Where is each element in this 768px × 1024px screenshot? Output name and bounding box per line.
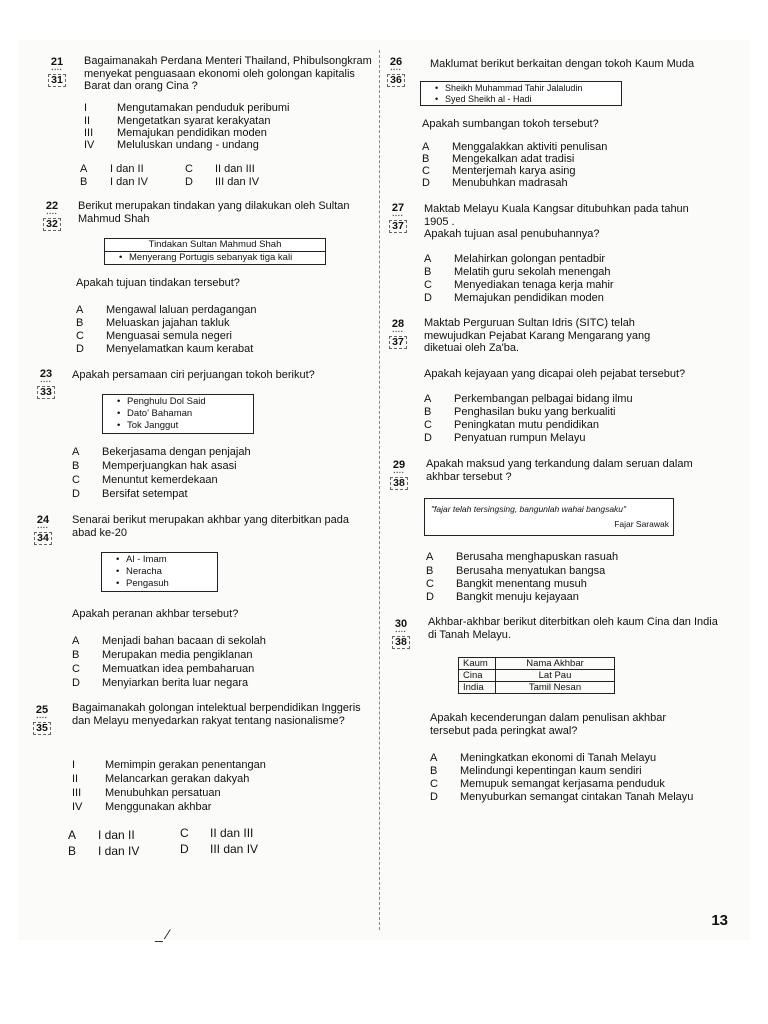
option-D[interactable]: D Menyiarkan berita luar negara (72, 677, 249, 689)
statement-row: II Melancarkan gerakan dakyah (72, 773, 250, 785)
option-D[interactable]: D Bersifat setempat (72, 488, 188, 500)
option-C[interactable]: C Memuatkan idea pembaharuan (72, 663, 255, 675)
statement-row: III Memajukan pendidikan moden (84, 127, 267, 139)
option-A[interactable]: A I dan II (68, 828, 135, 842)
option-D[interactable]: D III dan IV (180, 842, 259, 856)
option-B[interactable]: B Memperjuangkan hak asasi (72, 460, 237, 472)
marking-stamp: ▪▪▪▪ (392, 329, 404, 335)
option-B[interactable]: B Mengekalkan adat tradisi (422, 153, 575, 165)
question-stem: Berikut merupakan tindakan yang dilakukan oleh Sultan Mahmud Shah (78, 200, 350, 225)
page-number: 13 (711, 912, 728, 929)
marking-stamp: ▪▪▪▪ (37, 525, 49, 531)
box-item: • Neracha (126, 566, 217, 578)
option-D[interactable]: D III dan IV (185, 176, 260, 188)
option-A[interactable]: A Menjadi bahan bacaan di sekolah (72, 635, 266, 647)
marking-stamp: ▪▪▪▪ (46, 211, 58, 217)
question-number: 21 (50, 56, 64, 68)
marking-stamp: ▪▪▪▪ (393, 470, 405, 476)
box-item: • Syed Sheikh al - Hadi (445, 94, 621, 105)
option-B[interactable]: B Melindungi kepentingan kaum sendiri (430, 765, 642, 777)
question-prompt: Apakah tujuan asal penubuhannya? (424, 228, 600, 240)
option-B[interactable]: B Melatih guru sekolah menengah (424, 266, 611, 278)
table-row (459, 670, 615, 682)
option-C[interactable]: C Memupuk semangat kerjasama penduduk (430, 778, 665, 790)
question-number-26: 26 ▪▪▪▪ 36 (381, 57, 411, 87)
option-A[interactable]: A I dan II (80, 163, 144, 175)
option-C[interactable]: C Peningkatan mutu pendidikan (424, 419, 599, 431)
option-A[interactable]: A Meningkatkan ekonomi di Tanah Melayu (430, 752, 657, 764)
question-stem: Maktab Melayu Kuala Kangsar ditubuhkan pada tahun 1905 . (424, 203, 689, 228)
marking-stamp: ▪▪▪▪ (395, 629, 407, 635)
box-item: • Penghulu Dol Said (127, 396, 253, 408)
question-number-22: 22 ▪▪▪▪ 32 (37, 201, 67, 231)
option-D[interactable]: D Memajukan pendidikan moden (424, 292, 604, 304)
question-stem: Bagaimanakah Perdana Menteri Thailand, Phibulsongkram menyekat penguasaan ekonomi oleh golongan kapitalis Barat dan orang Cina ? (84, 55, 372, 92)
option-A[interactable]: A Mengawal laluan perdagangan (76, 304, 257, 316)
option-B[interactable]: B I dan IV (80, 176, 148, 188)
option-C[interactable]: C Menterjemah karya asing (422, 165, 576, 177)
column-divider (379, 50, 380, 930)
question-stem: Senarai berikut merupakan akhbar yang diterbitkan pada abad ke-20 (72, 514, 350, 539)
question-stem: Maklumat berikut berkaitan dengan tokoh Kaum Muda (430, 58, 695, 70)
action-box (104, 238, 326, 265)
question-number-25: 25 ▪▪▪▪ 35 (27, 705, 57, 735)
figures-box (420, 81, 622, 106)
question-code: 31 (48, 74, 66, 87)
box-item: • Dato' Bahaman (127, 408, 253, 420)
question-prompt: Apakah sumbangan tokoh tersebut? (422, 118, 599, 130)
table-cell: Lat Pau (496, 670, 615, 682)
question-stem: Apakah maksud yang terkandung dalam seruan dalam akhbar tersebut ? (426, 458, 693, 483)
option-D[interactable]: D Penyatuan rumpun Melayu (424, 432, 586, 444)
question-prompt: Apakah peranan akhbar tersebut? (72, 608, 239, 620)
option-D[interactable]: D Bangkit menuju kejayaan (426, 591, 579, 603)
table-row (459, 682, 615, 694)
option-B[interactable]: B Berusaha menyatukan bangsa (426, 565, 606, 577)
option-B[interactable]: B Penghasilan buku yang berkualiti (424, 406, 616, 418)
question-number-21 (42, 57, 72, 87)
option-C[interactable]: C II dan III (180, 826, 254, 840)
option-C[interactable]: C Menguasai semula negeri (76, 330, 232, 342)
option-B[interactable]: B Merupakan media pengiklanan (72, 649, 253, 661)
figures-box (102, 394, 254, 434)
option-C[interactable]: C Menuntut kemerdekaan (72, 474, 218, 486)
marking-stamp: ▪▪▪▪ (51, 67, 63, 73)
question-prompt: Apakah kejayaan yang dicapai oleh pejabat tersebut? (424, 368, 686, 380)
option-D[interactable]: D Menyelamatkan kaum kerabat (76, 343, 254, 355)
handwritten-mark: _ ⁄ (155, 926, 170, 942)
table-header: Nama Akhbar (496, 658, 615, 670)
box-item: • Al - Imam (126, 554, 217, 566)
marking-stamp: ▪▪▪▪ (390, 67, 402, 73)
table-header-row (459, 658, 615, 670)
question-prompt: Apakah kecenderungan dalam penulisan akhbar tersebut pada peringkat awal? (430, 712, 667, 737)
marking-stamp: ▪▪▪▪ (392, 213, 404, 219)
quote-box (424, 498, 674, 536)
newspaper-box (101, 552, 218, 592)
question-stem: Maktab Perguruan Sultan Idris (SITC) telah mewujudkan Pejabat Karang Mengarang yang diketuai oleh Za'ba. (424, 317, 651, 354)
question-stem: Apakah persamaan ciri perjuangan tokoh berikut? (72, 369, 315, 381)
newspaper-table (458, 657, 615, 694)
statement-row: IV Meluluskan undang - undang (84, 139, 259, 151)
option-C[interactable]: C Bangkit menentang musuh (426, 578, 587, 590)
question-prompt: Apakah tujuan tindakan tersebut? (76, 277, 240, 289)
option-A[interactable]: A Menggalakkan aktiviti penulisan (422, 141, 608, 153)
quote-text: "fajar telah tersingsing, bangunlah wahai bangsaku" (431, 504, 627, 514)
option-A[interactable]: A Perkembangan pelbagai bidang ilmu (424, 393, 633, 405)
question-number-27: 27 ▪▪▪▪ 37 (383, 203, 413, 233)
table-cell: Cina (459, 670, 496, 682)
box-item: • Menyerang Portugis sebanyak tiga kali (129, 252, 325, 264)
table-header: Kaum (459, 658, 496, 670)
box-item: • Tok Janggut (127, 420, 253, 432)
option-B[interactable]: B I dan IV (68, 844, 140, 858)
option-D[interactable]: D Menubuhkan madrasah (422, 177, 568, 189)
question-number-28: 28 ▪▪▪▪ 37 (383, 319, 413, 349)
statement-row: III Menubuhkan persatuan (72, 787, 221, 799)
table-cell: Tamil Nesan (496, 682, 615, 694)
option-D[interactable]: D Menyuburkan semangat cintakan Tanah Melayu (430, 791, 694, 803)
option-A[interactable]: A Bekerjasama dengan penjajah (72, 446, 251, 458)
question-number-29: 29 ▪▪▪▪ 38 (384, 460, 414, 490)
option-B[interactable]: B Meluaskan jajahan takluk (76, 317, 230, 329)
option-C[interactable]: C Menyediakan tenaga kerja mahir (424, 279, 614, 291)
option-A[interactable]: A Melahirkan golongan pentadbir (424, 253, 606, 265)
question-stem: Bagaimanakah golongan intelektual berpendidikan Inggeris dan Melayu menyedarkan rakyat tentang nasionalisme? (72, 702, 361, 727)
box-item: • Sheikh Muhammad Tahir Jalaludin (445, 83, 621, 94)
option-A[interactable]: A Berusaha menghapuskan rasuah (426, 551, 619, 563)
question-number-24: 24 ▪▪▪▪ 34 (28, 515, 58, 545)
box-header: Tindakan Sultan Mahmud Shah (105, 239, 325, 252)
box-item: • Pengasuh (126, 578, 217, 590)
question-number-30: 30 ▪▪▪▪ 38 (386, 619, 416, 649)
marking-stamp: ▪▪▪▪ (36, 715, 48, 721)
statement-row: II Mengetatkan syarat kerakyatan (84, 115, 271, 127)
statement-row: I Memimpin gerakan penentangan (72, 759, 266, 771)
statement-row: IV Menggunakan akhbar (72, 801, 212, 813)
table-cell: India (459, 682, 496, 694)
question-stem: Akhbar-akhbar berikut diterbitkan oleh kaum Cina dan India di Tanah Melayu. (428, 616, 718, 641)
quote-source: Fajar Sarawak (614, 519, 669, 529)
statement-row: I Mengutamakan penduduk peribumi (84, 102, 290, 114)
question-number-23: 23 ▪▪▪▪ 33 (31, 369, 61, 399)
option-C[interactable]: C II dan III (185, 163, 255, 175)
marking-stamp: ▪▪▪▪ (40, 379, 52, 385)
